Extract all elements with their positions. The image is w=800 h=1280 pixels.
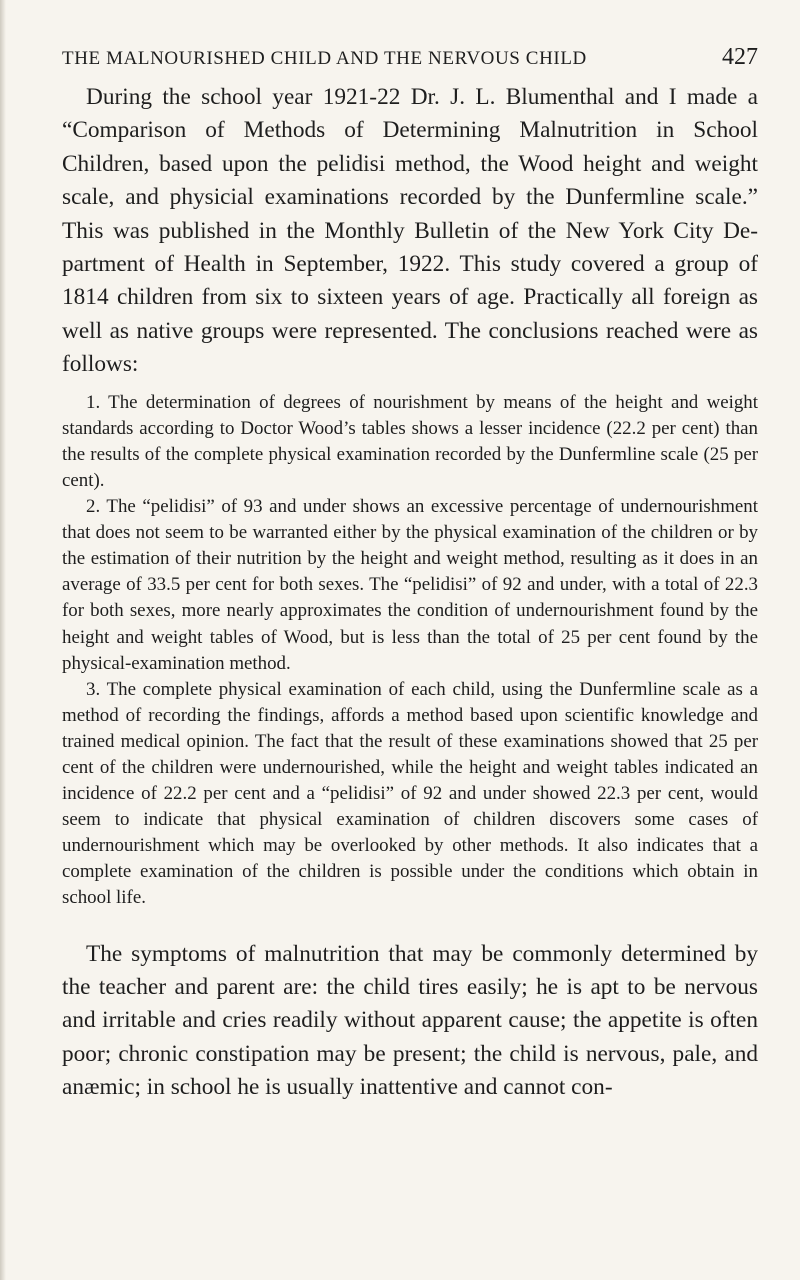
book-page — [62, 44, 758, 1105]
conclusion-3: 3. The complete physical examination of each child, using the Dunfermline scale as a method of recording the findings, affords a method based upon scientific knowledge and trained medical opinion. The fact that the result of these examinations showed that 25 per cent of the children were undernourished, while the height and weight tables indicated an incidence of 22.2 per cent and a “pelidisi” of 92 and under showed 22.3 per cent, would seem to indicate that physical examination of children discovers some cases of undernourishment which may be overlooked by other methods. It also indicates that a complete examination of the children is possible under the conditions which obtain in school life. — [62, 678, 758, 909]
conclusion-1: 1. The determination of degrees of nourishment by means of the height and weight standards according to Doctor Wood’s tables shows a lesser incidence (22.2 per cent) than the results of the complete physical examination recorded by the Dunfermline scale (25 per cent). — [62, 391, 758, 491]
running-head-title: THE MALNOURISHED CHILD AND THE NERVOUS CHILD — [62, 48, 587, 69]
page-number: 427 — [722, 44, 758, 70]
intro-paragraph: During the school year 1921-22 Dr. J. L. Blumenthal and I made a “Comparison of Methods of Determining Malnutrition in School Children, based upon the pelidisi method, the Wood height and weight scale, and physicial examinations recorded by the Dunfermline scale.” This was published in the Monthly Bulletin of the New York City Department of Health in September, 1922. This study covered a group of 1814 children from six to sixteen years of age. Practically all foreign as well as native groups were represented. The conclusions reached were as follows: — [62, 84, 758, 378]
conclusions-list — [62, 390, 758, 912]
page-edge-shadow — [0, 0, 6, 1280]
section-spacer — [62, 912, 758, 938]
closing-paragraph: The symptoms of malnutrition that may be commonly determined by the teacher and parent are: the child tires easily; he is apt to be nervous and irritable and cries readily without apparent cause; the appetite is often poor; chronic constipation may be present; the child is nervous, pale, and anæmic; in school he is usually inattentive and cannot con- — [62, 940, 758, 1101]
conclusion-2: 2. The “pelidisi” of 93 and under shows an excessive percentage of undernourishment that does not seem to be warranted either by the physical examination of the children or by the estimation of their nutrition by the height and weight method, resulting as it does in an average of 33.5 per cent for both sexes. The “pelidisi” of 92 and under, with a total of 22.3 for both sexes, more nearly approximates the condition of undernourishment found by the height and weight tables of Wood, but is less than the total of 25 per cent found by the physical-examination method. — [62, 496, 758, 674]
running-head — [62, 44, 758, 71]
